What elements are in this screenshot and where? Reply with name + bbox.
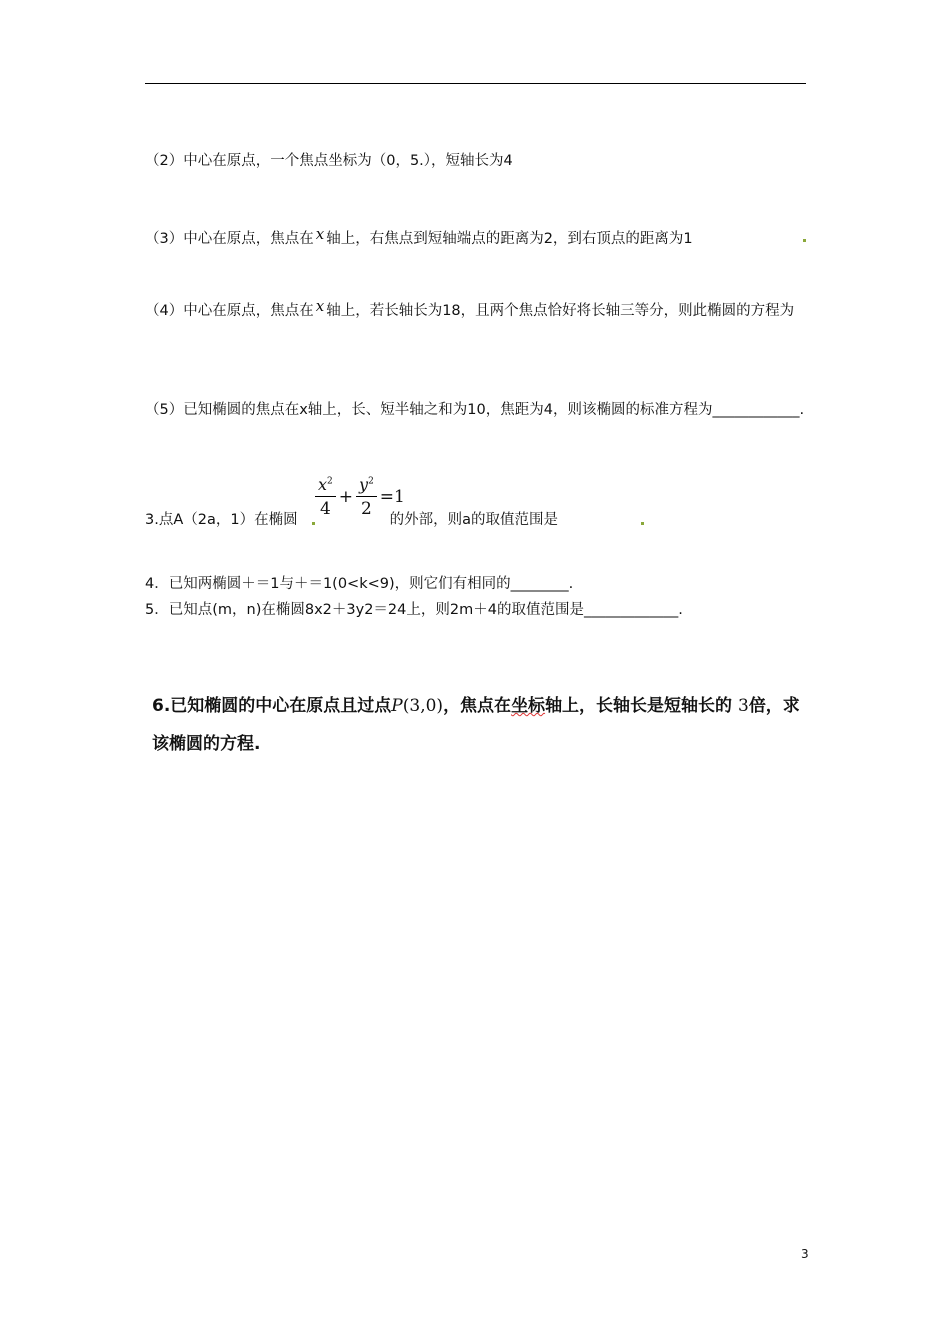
marker-dot xyxy=(312,522,315,525)
frac1-denominator: 4 xyxy=(319,499,331,519)
frac1-numerator: x xyxy=(318,475,328,494)
equals-one: =1 xyxy=(379,487,405,507)
problem-2-3 xyxy=(145,225,693,249)
variable-x: x xyxy=(315,297,325,315)
problem-6 xyxy=(152,687,800,763)
problem-3 xyxy=(145,510,558,530)
problem-6-text-c: 轴上，长轴长是短轴长的 xyxy=(545,696,733,716)
problem-4: 4．已知两椭圆＋＝1与＋＝1(0<k<9)，则它们有相同的________. xyxy=(145,576,574,592)
spellcheck-word: 坐标 xyxy=(511,696,546,716)
problem-6-number: 3 xyxy=(737,696,749,716)
problem-2-4-text-a: （4）中心在原点，焦点在 xyxy=(145,303,314,319)
problem-6-text-b: ，焦点在 xyxy=(443,696,512,716)
frac2-exponent: 2 xyxy=(368,476,374,487)
problem-2-3-text-b: 轴上，右焦点到短轴端点的距离为2，到右顶点的距离为1 xyxy=(326,231,693,247)
problem-3-text-b: 的外部，则a的取值范围是 xyxy=(389,512,558,528)
plus-sign: + xyxy=(338,487,354,507)
problem-2-2: （2）中心在原点，一个焦点坐标为（0，5.），短轴长为4 xyxy=(145,153,513,169)
problem-3-text-a: 3.点A（2a，1）在椭圆 xyxy=(145,512,298,528)
problem-2-5: （5）已知椭圆的焦点在x轴上，长、短半轴之和为10，焦距为4，则该椭圆的标准方程为____________. xyxy=(145,402,805,418)
marker-dot xyxy=(803,239,806,242)
problem-5: 5．已知点(m，n)在椭圆8x2＋3y2＝24上，则2m＋4的取值范围是_____________. xyxy=(145,602,683,618)
point-p: P xyxy=(391,696,403,716)
header-rule xyxy=(145,83,806,84)
page-number: 3 xyxy=(801,1247,809,1261)
problem-6-text-d: 倍，求该椭圆的方程. xyxy=(152,696,800,754)
frac2-numerator: y xyxy=(359,475,369,494)
frac1-exponent: 2 xyxy=(327,476,333,487)
marker-dot xyxy=(641,522,644,525)
frac2-denominator: 2 xyxy=(360,499,372,519)
problem-2-4-text-b: 轴上，若长轴长为18，且两个焦点恰好将长轴三等分，则此椭圆的方程为 xyxy=(326,303,795,319)
problem-2-4 xyxy=(145,298,807,324)
variable-x: x xyxy=(315,225,325,243)
point-coords: (3,0) xyxy=(402,696,444,716)
problem-2-3-text-a: （3）中心在原点，焦点在 xyxy=(145,231,314,247)
problem-6-text-a: 6.已知椭圆的中心在原点且过点 xyxy=(152,696,392,716)
